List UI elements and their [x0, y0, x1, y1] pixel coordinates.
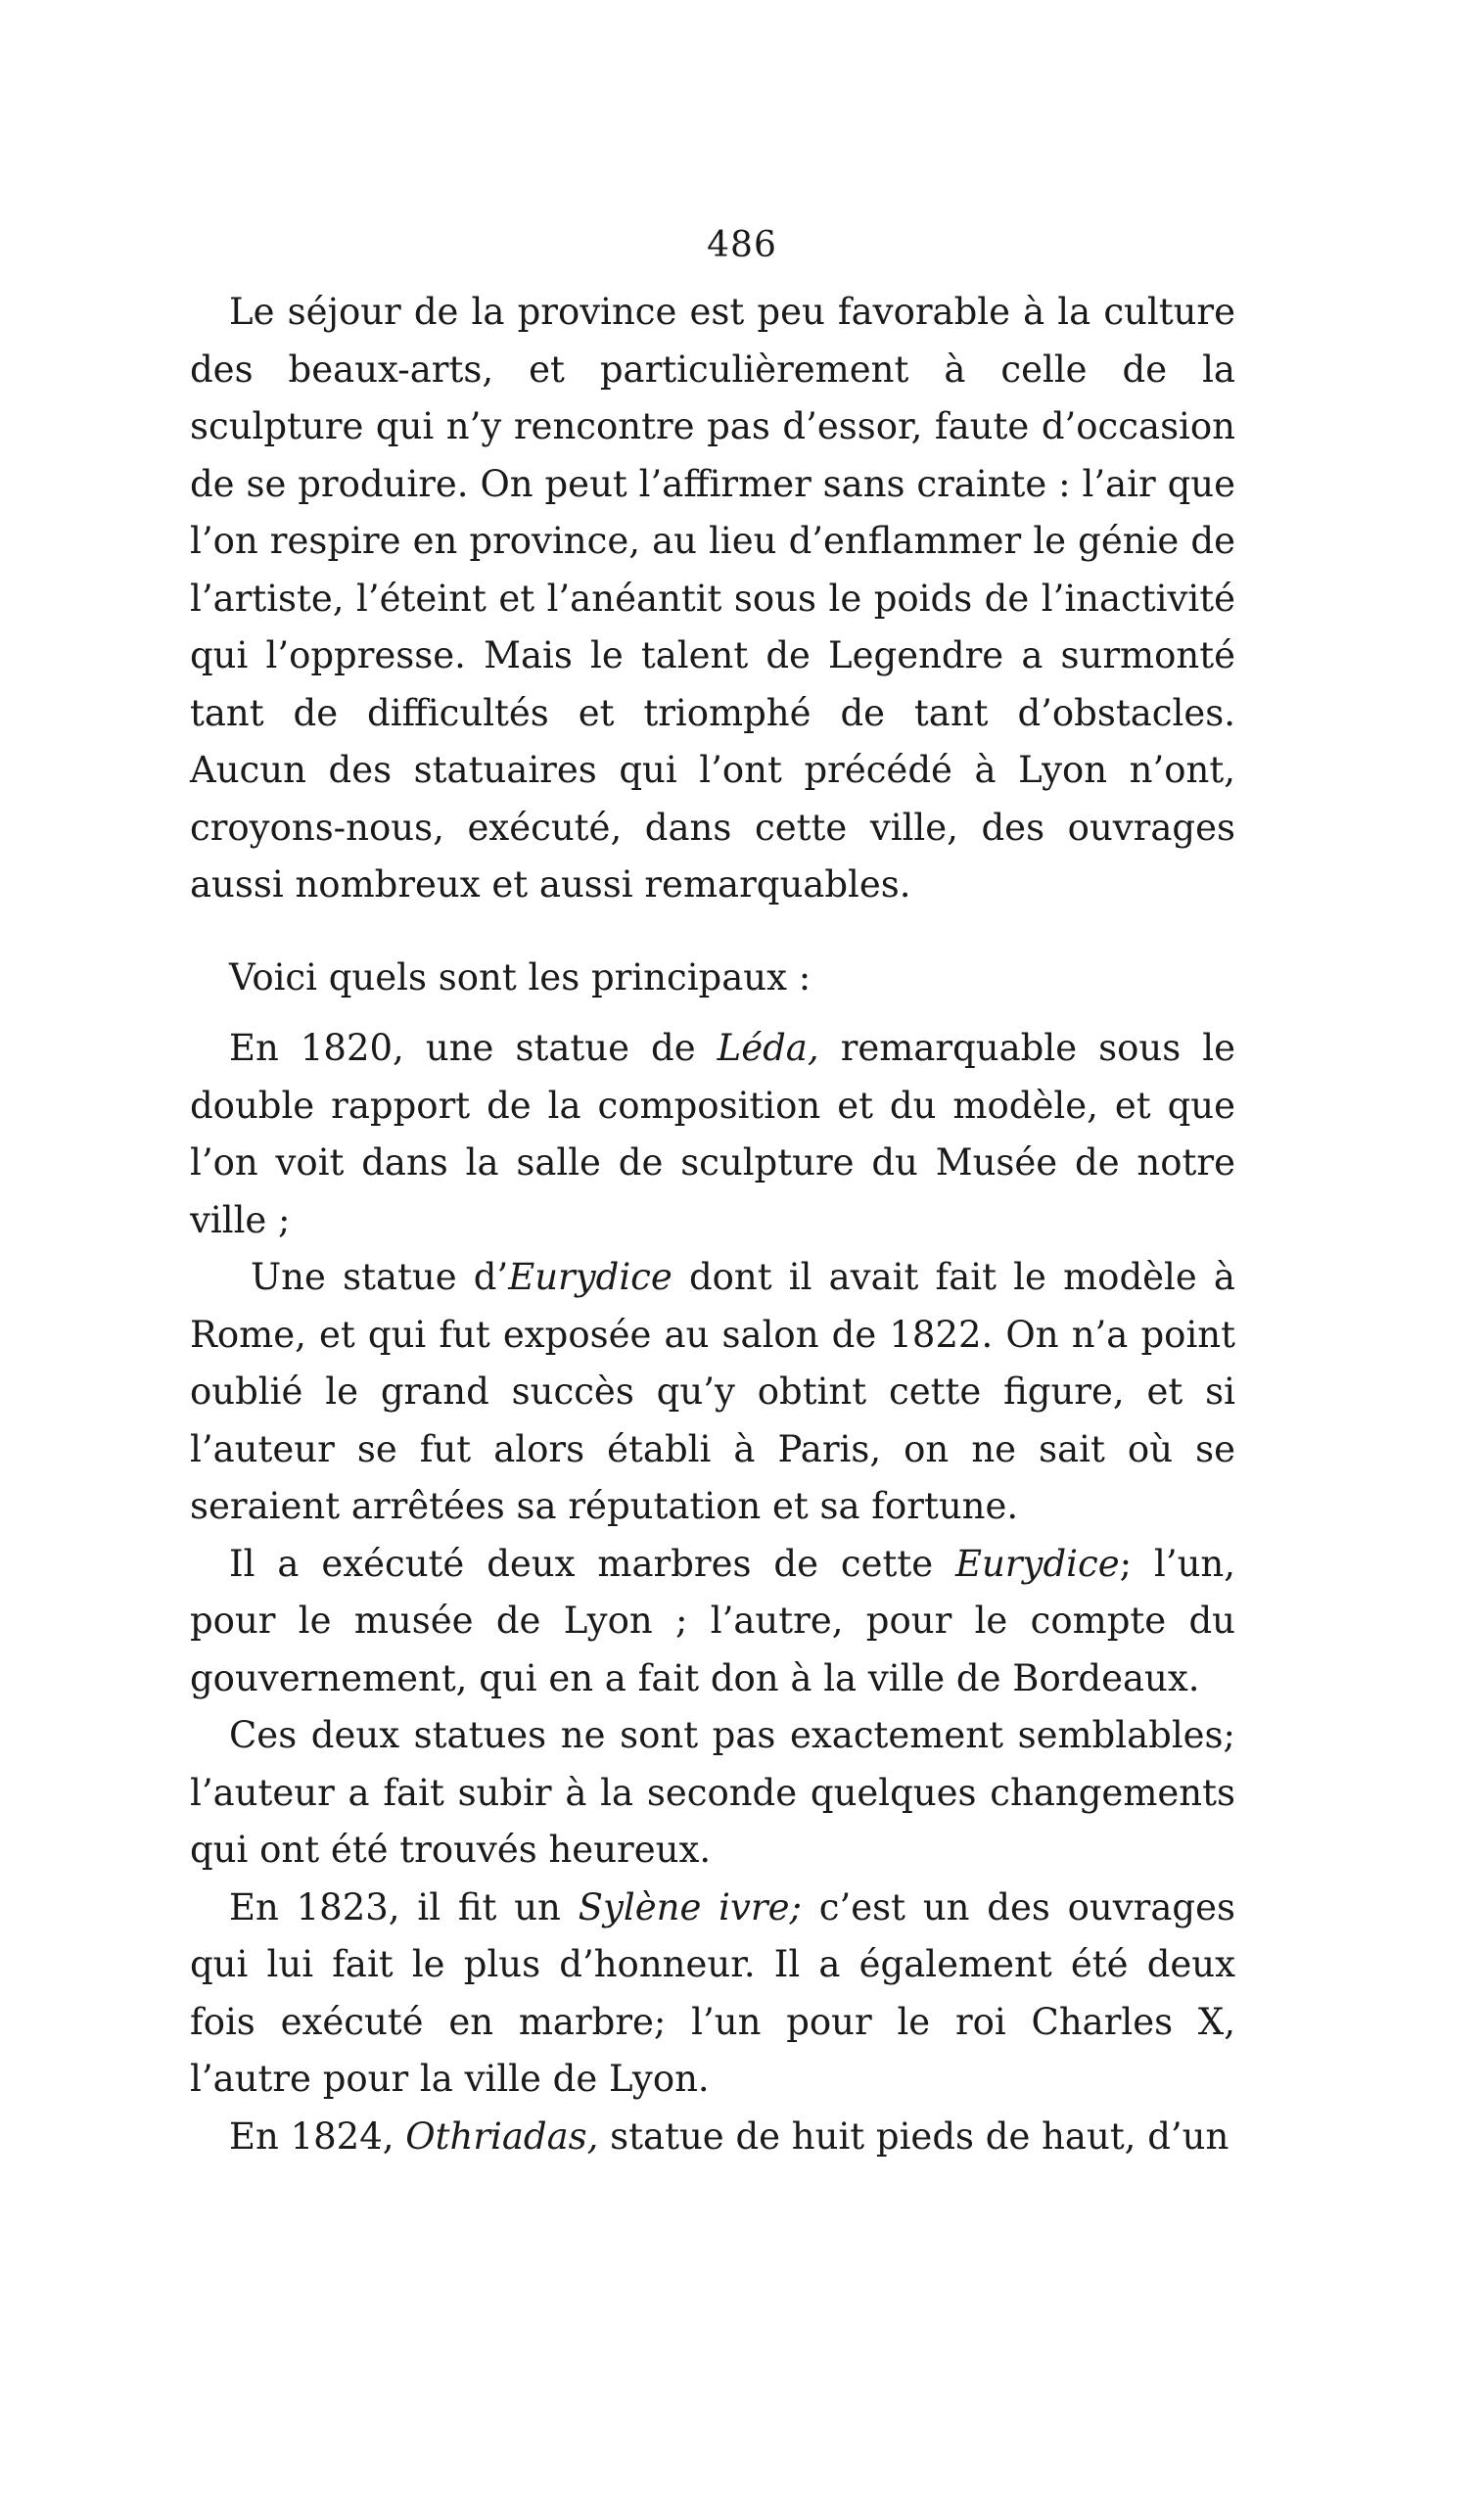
italic-title: Léda,	[717, 1027, 819, 1069]
italic-title: Othriadas,	[405, 2114, 599, 2158]
italic-title: Sylène ivre;	[578, 1885, 802, 1928]
page-number: 486	[707, 225, 777, 265]
paragraph-8	[190, 2109, 1235, 2166]
text-segment: Ces deux statues ne sont pas exactement semblables; l’auteur a fait subir à la seconde quelques changements qui ont été trouvés heureux.	[190, 1714, 1235, 1871]
text-segment: Une statue d’	[251, 1256, 509, 1298]
text-segment: c’est un des ouvrages qui lui fait le plus d’honneur. Il a également été deux fois exécuté en marbre; l’un pour le roi Charles X, l’autre pour la ville de Lyon.	[190, 1885, 1235, 2100]
text-segment: Il a exécuté deux marbres de cette	[229, 1542, 956, 1585]
paragraph-3	[190, 1020, 1235, 1249]
paragraph-6	[190, 1707, 1235, 1880]
text-segment: Le séjour de la province est peu favorable à la culture des beaux-arts, et particulièrement à celle de la sculpture qui n’y rencontre pas d’essor, faute d’occasion de se produire. On peut l’affirmer sans crainte : l’air que l’on respire en province, au lieu d’enflammer le génie de l’artiste, l’éteint et l’anéantit sous le poids de l’inactivité qui l’oppresse. Mais le talent de Legendre a surmonté tant de difficultés et triomphé de tant d’obstacles. Aucun des statuaires qui l’ont précédé à Lyon n’ont, croyons-nous, exécuté, dans cette ville, des ouvrages aussi nombreux et aussi remarquables.	[190, 291, 1235, 906]
paragraph-5	[190, 1536, 1235, 1708]
text-segment: Voici quels sont les principaux :	[229, 955, 812, 999]
body-text	[190, 284, 1235, 2165]
text-segment: remarquable sous le double rapport de la composition et du modèle, et que l’on voit dans la salle de sculpture du Musée de notre ville ;	[190, 1027, 1235, 1241]
text-segment: En 1820, une statue de	[229, 1027, 718, 1069]
paragraph-4	[190, 1249, 1235, 1536]
text-segment: En 1824,	[229, 2114, 406, 2158]
text-segment: ; l’un, pour le musée de Lyon ; l’autre, pour le compte du gouvernement, qui en a fait don à la ville de Bordeaux.	[190, 1542, 1235, 1699]
paragraph-2	[190, 950, 1235, 1007]
text-segment: dont il avait fait le modèle à Rome, et qui fut exposée au salon de 1822. On n’a point oublié le grand succès qu’y obtint cette figure, et si l’auteur se fut alors établi à Paris, on ne sait où se seraient arrêtées sa réputation et sa fortune.	[190, 1256, 1235, 1527]
paragraph-7	[190, 1880, 1235, 2109]
italic-title: Eurydice	[955, 1542, 1120, 1585]
italic-title: Eurydice	[508, 1256, 672, 1298]
paragraph-1	[190, 284, 1235, 914]
text-segment: statue de huit pieds de haut, d’un	[598, 2114, 1229, 2158]
text-segment: En 1823, il fit un	[229, 1885, 579, 1928]
